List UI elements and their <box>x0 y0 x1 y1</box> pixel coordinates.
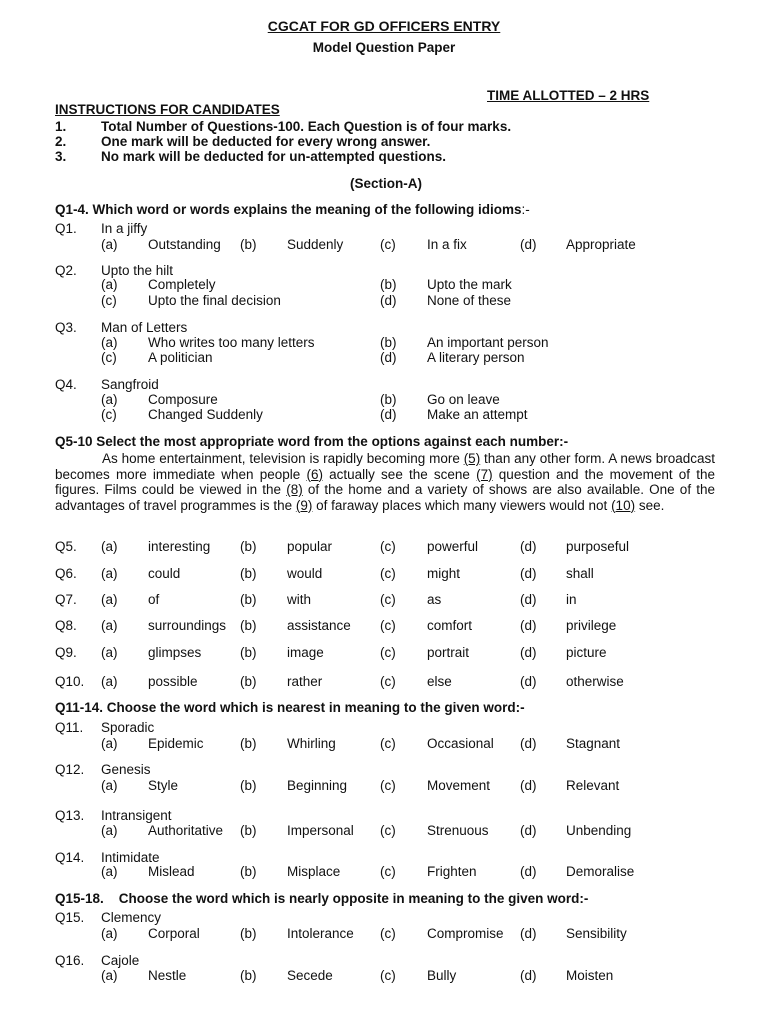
option-label: (b) <box>240 864 257 879</box>
option-text: image <box>287 645 324 660</box>
section-heading: (Section-A) <box>350 176 422 191</box>
option-label: (c) <box>380 968 396 983</box>
option-label: (d) <box>520 618 537 633</box>
option-label: (a) <box>101 237 118 252</box>
option-label: (d) <box>520 968 537 983</box>
question-stem: Cajole <box>101 953 140 968</box>
option-label: (b) <box>240 674 257 689</box>
option-text: Strenuous <box>427 823 489 838</box>
option-text: None of these <box>427 293 512 308</box>
option-label: (d) <box>380 350 397 365</box>
option-text: Bully <box>427 968 457 983</box>
option-label: (a) <box>101 736 118 751</box>
time-allotted: TIME ALLOTTED – 2 HRS <box>487 88 650 103</box>
option-text: Upto the final decision <box>148 293 281 308</box>
question-number: Q2. <box>55 263 77 278</box>
option-text: interesting <box>148 539 211 554</box>
option-label: (c) <box>380 539 396 554</box>
instruction-text: No mark will be deducted for un-attempted questions. <box>101 149 447 164</box>
option-text: Secede <box>287 968 333 983</box>
option-label: (c) <box>380 237 396 252</box>
option-label: (d) <box>520 864 537 879</box>
option-text: Misplace <box>287 864 341 879</box>
option-text: Corporal <box>148 926 200 941</box>
instruction-text: Total Number of Questions-100. Each Question is of four marks. <box>101 119 512 134</box>
option-text: Unbending <box>566 823 632 838</box>
option-label: (a) <box>101 592 118 607</box>
option-text: Outstanding <box>148 237 221 252</box>
option-label: (b) <box>240 237 257 252</box>
instruction-text: One mark will be deducted for every wrong answer. <box>101 134 431 149</box>
paper-title: CGCAT FOR GD OFFICERS ENTRY <box>267 18 501 34</box>
question-number: Q3. <box>55 320 77 335</box>
question-number: Q13. <box>55 808 85 823</box>
option-label: (b) <box>240 566 257 581</box>
option-label: (d) <box>520 674 537 689</box>
option-text: Intolerance <box>287 926 354 941</box>
option-label: (d) <box>520 736 537 751</box>
option-text: Relevant <box>566 778 620 793</box>
option-label: (a) <box>101 618 118 633</box>
option-text: in <box>566 592 577 607</box>
option-label: (c) <box>101 407 117 422</box>
option-text: Epidemic <box>148 736 204 751</box>
antonyms-heading: Q15-18. Choose the word which is nearly opposite in meaning to the given word:- <box>55 891 589 906</box>
instruction-num: 2. <box>55 134 67 149</box>
option-label: (c) <box>101 293 117 308</box>
option-text: Stagnant <box>566 736 621 751</box>
option-text: A politician <box>148 350 213 365</box>
question-stem: Sangfroid <box>101 377 159 392</box>
option-label: (b) <box>380 335 397 350</box>
option-label: (c) <box>380 566 396 581</box>
option-text: of <box>148 592 160 607</box>
option-label: (c) <box>380 736 396 751</box>
question-stem: Upto the hilt <box>101 263 174 278</box>
option-text: surroundings <box>148 618 227 633</box>
option-label: (c) <box>380 592 396 607</box>
option-text: Style <box>148 778 179 793</box>
instruction-num: 1. <box>55 119 67 134</box>
option-text: Compromise <box>427 926 504 941</box>
option-text: Completely <box>148 277 216 292</box>
option-label: (d) <box>520 778 537 793</box>
option-text: glimpses <box>148 645 202 660</box>
option-label: (c) <box>380 778 396 793</box>
option-label: (d) <box>520 237 537 252</box>
option-label: (c) <box>380 674 396 689</box>
question-number: Q7. <box>55 592 77 607</box>
option-text: privilege <box>566 618 617 633</box>
option-text: Frighten <box>427 864 477 879</box>
option-label: (b) <box>240 539 257 554</box>
question-stem: In a jiffy <box>101 221 148 236</box>
option-text: shall <box>566 566 594 581</box>
option-text: as <box>427 592 442 607</box>
question-stem: Clemency <box>101 910 162 925</box>
option-label: (d) <box>520 645 537 660</box>
option-text: Make an attempt <box>427 407 528 422</box>
option-label: (a) <box>101 335 118 350</box>
option-label: (b) <box>240 736 257 751</box>
option-label: (b) <box>240 926 257 941</box>
option-label: (b) <box>240 968 257 983</box>
question-number: Q6. <box>55 566 77 581</box>
question-number: Q16. <box>55 953 85 968</box>
option-label: (a) <box>101 277 118 292</box>
option-label: (b) <box>380 392 397 407</box>
option-label: (c) <box>380 823 396 838</box>
option-text: Occasional <box>427 736 494 751</box>
question-number: Q8. <box>55 618 77 633</box>
option-label: (a) <box>101 823 118 838</box>
option-text: could <box>148 566 181 581</box>
option-label: (d) <box>380 293 397 308</box>
synonyms-heading: Q11-14. Choose the word which is nearest in meaning to the given word:- <box>55 700 525 715</box>
option-text: Go on leave <box>427 392 500 407</box>
question-number: Q5. <box>55 539 77 554</box>
option-label: (a) <box>101 392 118 407</box>
option-label: (d) <box>520 539 537 554</box>
option-text: would <box>287 566 323 581</box>
option-text: Composure <box>148 392 218 407</box>
idioms-heading: Q1-4. Which word or words explains the meaning of the following idioms:- <box>55 202 530 217</box>
option-label: (b) <box>240 592 257 607</box>
option-text: Sensibility <box>566 926 627 941</box>
option-text: powerful <box>427 539 479 554</box>
option-text: Movement <box>427 778 491 793</box>
question-number: Q11. <box>55 720 84 735</box>
option-label: (c) <box>380 645 396 660</box>
option-label: (d) <box>520 566 537 581</box>
option-label: (b) <box>240 823 257 838</box>
option-label: (c) <box>380 926 396 941</box>
option-label: (a) <box>101 778 118 793</box>
option-text: Changed Suddenly <box>148 407 263 422</box>
option-label: (b) <box>240 645 257 660</box>
question-number: Q12. <box>55 762 85 777</box>
option-text: possible <box>148 674 198 689</box>
option-text: rather <box>287 674 323 689</box>
question-stem: Intransigent <box>101 808 172 823</box>
option-label: (c) <box>380 864 396 879</box>
question-number: Q10. <box>55 674 85 689</box>
question-stem: Genesis <box>101 762 151 777</box>
option-text: In a fix <box>427 237 467 252</box>
option-label: (a) <box>101 926 118 941</box>
option-text: Whirling <box>287 736 336 751</box>
option-label: (a) <box>101 645 118 660</box>
option-text: Who writes too many letters <box>148 335 315 350</box>
option-text: Upto the mark <box>427 277 512 292</box>
option-text: purposeful <box>566 539 630 554</box>
question-number: Q9. <box>55 645 77 660</box>
cloze-passage: As home entertainment, television is rapidly becoming more (5) than any other form. A news broadcast becomes more immediate when people (6) actually see the scene (7) question and the movement of the figures. Films could be viewed in the (8) of the home and a variety of shows are also available. One of the advantages of travel programmes is the (9) of faraway places which many viewers would not (10) see. <box>55 451 715 513</box>
question-number: Q1. <box>55 221 77 236</box>
option-text: Impersonal <box>287 823 354 838</box>
option-text: with <box>287 592 312 607</box>
option-label: (d) <box>380 407 397 422</box>
option-label: (a) <box>101 864 118 879</box>
question-number: Q14. <box>55 850 85 865</box>
option-text: popular <box>287 539 333 554</box>
option-text: picture <box>566 645 607 660</box>
question-stem: Intimidate <box>101 850 160 865</box>
option-text: otherwise <box>566 674 624 689</box>
option-text: comfort <box>427 618 473 633</box>
option-label: (d) <box>520 926 537 941</box>
option-label: (a) <box>101 674 118 689</box>
option-text: Beginning <box>287 778 348 793</box>
option-label: (a) <box>101 539 118 554</box>
option-text: might <box>427 566 461 581</box>
option-text: Authoritative <box>148 823 224 838</box>
option-label: (d) <box>520 823 537 838</box>
option-label: (b) <box>240 618 257 633</box>
option-label: (a) <box>101 968 118 983</box>
question-number: Q15. <box>55 910 85 925</box>
option-label: (b) <box>380 277 397 292</box>
paper-subtitle: Model Question Paper <box>312 40 456 55</box>
question-stem: Man of Letters <box>101 320 188 335</box>
option-label: (c) <box>380 618 396 633</box>
option-text: Moisten <box>566 968 614 983</box>
option-text: Mislead <box>148 864 195 879</box>
option-text: Appropriate <box>566 237 636 252</box>
option-text: Nestle <box>148 968 187 983</box>
option-label: (a) <box>101 566 118 581</box>
question-stem: Sporadic <box>101 720 155 735</box>
option-text: A literary person <box>427 350 525 365</box>
option-text: An important person <box>427 335 549 350</box>
option-label: (b) <box>240 778 257 793</box>
instruction-num: 3. <box>55 149 67 164</box>
question-number: Q4. <box>55 377 77 392</box>
option-text: assistance <box>287 618 351 633</box>
option-text: Suddenly <box>287 237 344 252</box>
option-text: portrait <box>427 645 470 660</box>
instructions-heading: INSTRUCTIONS FOR CANDIDATES <box>55 102 280 117</box>
option-label: (d) <box>520 592 537 607</box>
cloze-heading: Q5-10 Select the most appropriate word from the options against each number:- <box>55 434 569 449</box>
option-label: (c) <box>101 350 117 365</box>
option-text: else <box>427 674 452 689</box>
option-text: Demoralise <box>566 864 635 879</box>
